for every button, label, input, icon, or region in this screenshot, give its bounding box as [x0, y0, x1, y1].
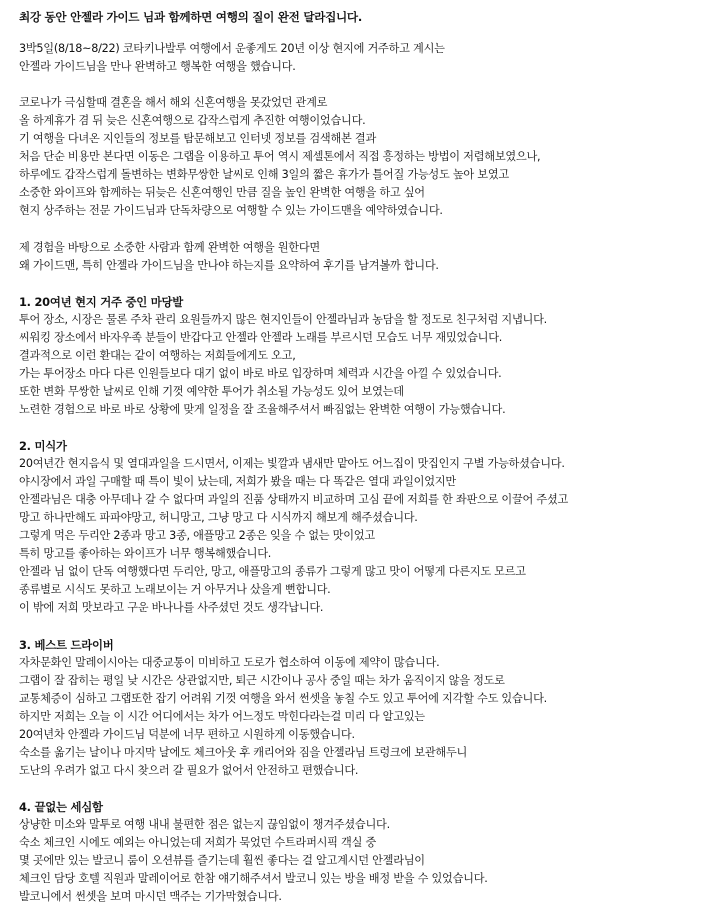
text-line: 또한 변화 무쌍한 날씨로 인해 기껏 예약한 투어가 취소될 가능성도 있어 보였는데: [19, 384, 404, 398]
text-line: 숙소 체크인 시에도 예외는 아니었는데 저희가 묵었던 수트라퍼시픽 객실 중: [19, 836, 377, 850]
text-line: 교통체증이 심하고 그랩또한 잡기 어려워 기껏 여행을 와서 썬셋을 놓칠 수도 있고 투어에 지각할 수도 있습니다.: [19, 691, 547, 705]
text-line: 발코니에서 썬셋을 보며 마시던 맥주는 기가막혔습니다.: [19, 890, 282, 904]
text-line: 하루에도 갑작스럽게 돌변하는 변화무쌍한 날씨로 인해 3일의 짧은 휴가가 틀어질 가능성도 높아 보였고: [19, 168, 509, 182]
text-line: 안젤라 가이드님을 만나 완벽하고 행복한 여행을 했습니다.: [19, 60, 296, 74]
section-heading: 3. 베스트 드라이버: [19, 637, 114, 652]
section-heading: 4. 끝없는 세심함: [19, 799, 103, 814]
section-local-expert: [19, 293, 712, 419]
text-line: 망고 하나만해도 파파야망고, 허니망고, 그냥 망고 다 시식까지 해보게 해주셨습니다.: [19, 511, 418, 525]
story-paragraph: [19, 94, 712, 220]
text-line: 안젤라님은 대충 아무데나 갈 수 없다며 과일의 진품 상태까지 비교하며 고심 끝에 저희를 한 좌판으로 이끌어 주셨고: [19, 493, 569, 507]
text-line: 종류별로 시식도 못하고 노래보이는 거 아무거나 샀을게 뻔합니다.: [19, 583, 331, 597]
section-best-driver: [19, 636, 712, 780]
text-line: 하지만 저희는 오늘 이 시간 어디에서는 차가 어느정도 막힌다라는걸 미리 다 알고있는: [19, 709, 425, 723]
text-line: 소중한 와이프와 함께하는 뒤늦은 신혼여행인 만큼 질을 높인 완벽한 여행을 하고 싶어: [19, 186, 425, 200]
section-heading: 2. 미식가: [19, 439, 67, 454]
text-line: 투어 장소, 시장은 물론 주차 관리 요원들까지 많은 현지인들이 안젤라님과 농담을 할 정도로 친구처럼 지냅니다.: [19, 312, 547, 326]
text-line: 제 경험을 바탕으로 소중한 사람과 함께 완벽한 여행을 원한다면: [19, 240, 320, 254]
text-line: 도난의 우려가 없고 다시 찾으러 갈 필요가 없어서 안전하고 편했습니다.: [19, 763, 359, 777]
text-line: 안젤라 님 없이 단독 여행했다면 두리안, 망고, 애플망고의 종류가 그렇게 많고 맛이 어떻게 다른지도 모르고: [19, 565, 526, 579]
text-line: 현지 상주하는 전문 가이드님과 단독차량으로 여행할 수 있는 가이드맨을 예약하였습니다.: [19, 204, 443, 218]
text-line: 20여년간 현지음식 및 열대과일을 드시면서, 이제는 빛깔과 냄새만 맡아도 어느집이 맛집인지 구별 가능하셨습니다.: [19, 457, 565, 471]
text-line: 몇 곳에만 있는 발코니 룸이 오션뷰를 즐기는데 훨씬 좋다는 걸 알고계시던 안젤라님이: [19, 854, 425, 868]
text-line: 체크인 담당 호텔 직원과 말레이어로 한참 얘기해주셔서 발코니 있는 방을 배정 받을 수 있었습니다.: [19, 872, 488, 886]
text-line: 그랩이 잘 잡히는 평일 낮 시간은 상관없지만, 퇴근 시간이나 공사 중일 때는 차가 움직이지 않을 정도로: [19, 673, 505, 687]
text-line: 올 하계휴가 겸 뒤 늦은 신혼여행으로 갑작스럽게 추진한 여행이었습니다.: [19, 114, 366, 128]
section-attentiveness: [19, 798, 712, 906]
text-line: 씨워킹 장소에서 바자우족 분들이 반갑다고 안젤라 안젤라 노래를 부르시던 모습도 너무 재밌었습니다.: [19, 330, 503, 344]
review-title: 최강 동안 안젤라 가이드 님과 함께하면 여행의 질이 완전 달라집니다.: [19, 10, 362, 24]
text-line: 코로나가 극심할때 결혼을 해서 해외 신혼여행을 못갔었던 관계로: [19, 96, 328, 110]
text-line: 처음 단순 비용만 본다면 이동은 그랩을 이용하고 투어 역시 제셀톤에서 직접 흥정하는 방법이 저렴해보였으나,: [19, 150, 541, 164]
text-line: 숙소를 옮기는 날이나 마지막 날에도 체크아웃 후 캐리어와 짐을 안젤라님 트렁크에 보관해두니: [19, 745, 468, 759]
text-line: 특히 망고를 좋아하는 와이프가 너무 행복해했습니다.: [19, 547, 272, 561]
summary-paragraph: [19, 239, 712, 275]
text-line: 야시장에서 과일 구매할 때 특이 빛이 났는데, 저희가 봤을 때는 다 똑같은 열대 과일이었지만: [19, 475, 456, 489]
section-heading: 1. 20여년 현지 거주 중인 마당발: [19, 294, 183, 309]
text-line: 상냥한 미소와 말투로 여행 내내 불편한 점은 없는지 끊임없이 챙겨주셨습니다.: [19, 818, 390, 832]
text-line: 20여년차 안젤라 가이드님 덕분에 너무 편하고 시원하게 이동했습니다.: [19, 727, 355, 741]
text-line: 노련한 경험으로 바로 바로 상황에 맞게 일정을 잘 조율해주셔서 빠짐없는 완벽한 여행이 가능했습니다.: [19, 402, 506, 416]
text-line: 이 밖에 저희 맛보라고 구운 바나나를 사주셨던 것도 생각납니다.: [19, 601, 324, 615]
text-line: 왜 가이드맨, 특히 안젤라 가이드님을 만나야 하는지를 요약하여 후기를 남겨볼까 합니다.: [19, 258, 439, 272]
text-line: 가는 투어장소 마다 다른 인원들보다 대기 없이 바로 바로 입장하며 체력과 시간을 아낄 수 있었습니다.: [19, 366, 502, 380]
text-line: 그렇게 먹은 두리안 2종과 망고 3종, 애플망고 2종은 잊을 수 없는 맛이었고: [19, 529, 375, 543]
intro-paragraph: [19, 40, 712, 76]
section-gourmet: [19, 437, 712, 617]
text-line: 자차문화인 말레이시아는 대중교통이 미비하고 도로가 협소하여 이동에 제약이 많습니다.: [19, 655, 440, 669]
text-line: 3박5일(8/18~8/22) 코타키나발루 여행에서 운좋게도 20년 이상 현지에 거주하고 계시는: [19, 42, 445, 55]
text-line: 결과적으로 이런 환대는 같이 여행하는 저희들에게도 오고,: [19, 348, 296, 362]
text-line: 기 여행을 다녀온 지인들의 정보를 탐문해보고 인터넷 정보를 검색해본 결과: [19, 132, 377, 146]
